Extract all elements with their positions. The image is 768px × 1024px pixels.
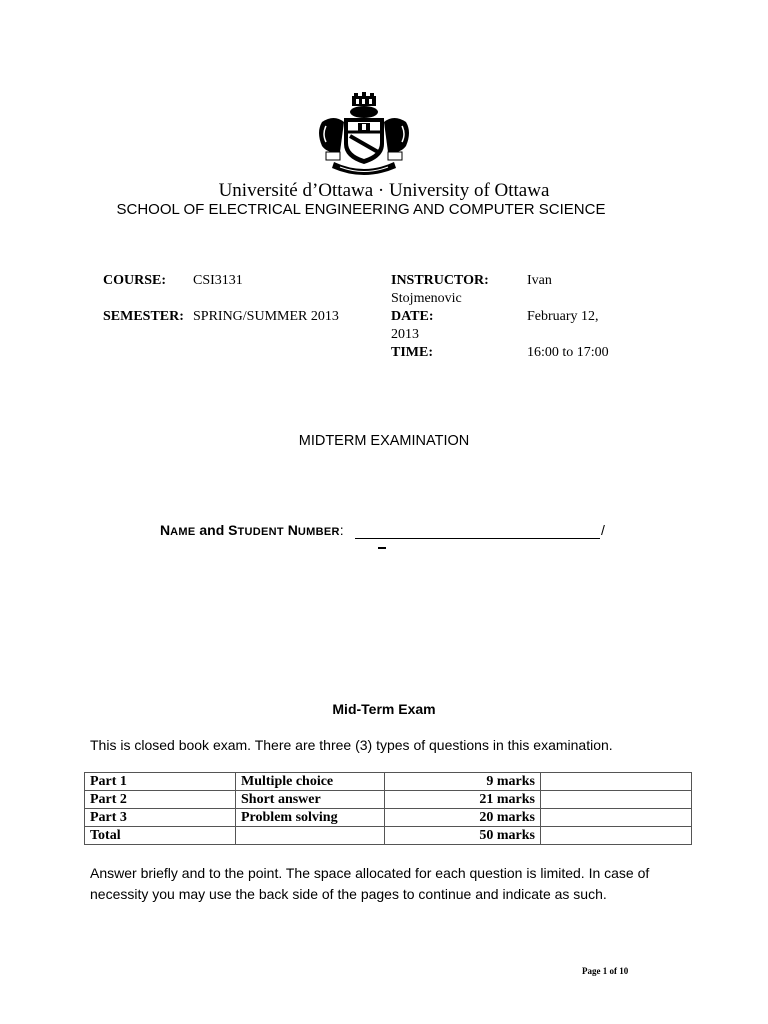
name-rest: AME <box>170 526 196 538</box>
type-cell: Short answer <box>236 791 385 809</box>
marks-cell: 9 marks <box>385 773 541 791</box>
student-cap: S <box>228 522 238 538</box>
number-cap: N <box>283 522 298 538</box>
marks-cell: 21 marks <box>385 791 541 809</box>
instructor-value-first: Ivan <box>527 273 552 288</box>
date-value-last: 2013 <box>391 327 419 342</box>
and-word: and <box>195 522 229 538</box>
exam-title: MIDTERM EXAMINATION <box>298 433 470 449</box>
date-label: DATE: <box>391 309 434 324</box>
university-crest-logo <box>312 92 416 178</box>
student-rest: TUDENT <box>237 526 284 538</box>
course-value: CSI3131 <box>193 273 243 288</box>
type-cell <box>236 827 385 845</box>
instructions-text: Answer briefly and to the point. The space allocated for each question is limited. In case of necessity you may use the back side of the pages to continue and indicate as such. <box>90 865 650 902</box>
semester-label: SEMESTER: <box>103 309 184 324</box>
course-label: COURSE: <box>103 273 167 288</box>
date-value-first: February 12, <box>527 309 599 324</box>
parts-table <box>84 772 692 845</box>
name-number-blank-line[interactable] <box>355 538 600 539</box>
table-row <box>85 809 692 827</box>
semester-value: SPRING/SUMMER 2013 <box>193 309 339 324</box>
page-number: Page 1 of 10 <box>582 966 629 976</box>
dash-mark <box>378 547 386 549</box>
type-cell: Problem solving <box>236 809 385 827</box>
school-name: SCHOOL OF ELECTRICAL ENGINEERING AND COMPUTER SCIENCE <box>116 201 606 218</box>
time-label: TIME: <box>391 345 433 360</box>
score-cell[interactable] <box>541 809 692 827</box>
intro-text: This is closed book exam. There are three (3) types of questions in this examination. <box>90 737 613 753</box>
type-cell: Multiple choice <box>236 773 385 791</box>
marks-cell: 50 marks <box>385 827 541 845</box>
table-row <box>85 791 692 809</box>
table-row <box>85 773 692 791</box>
part-cell: Part 1 <box>85 773 236 791</box>
time-value: 16:00 to 17:00 <box>527 345 609 360</box>
name-colon: : <box>339 522 344 538</box>
part-cell: Part 2 <box>85 791 236 809</box>
table-row <box>85 827 692 845</box>
marks-cell: 20 marks <box>385 809 541 827</box>
name-number-separator: / <box>601 522 605 538</box>
score-cell[interactable] <box>541 791 692 809</box>
name-cap: N <box>160 522 171 538</box>
part-cell: Total <box>85 827 236 845</box>
score-cell[interactable] <box>541 827 692 845</box>
number-rest: UMBER <box>297 526 340 538</box>
university-name: Université d’Ottawa · University of Ottawa <box>218 180 550 201</box>
instructor-label: INSTRUCTOR: <box>391 273 489 288</box>
part-cell: Part 3 <box>85 809 236 827</box>
instructor-value-last: Stojmenovic <box>391 291 462 306</box>
score-cell[interactable] <box>541 773 692 791</box>
student-name-number-label <box>160 522 344 538</box>
midterm-heading: Mid-Term Exam <box>332 701 436 717</box>
